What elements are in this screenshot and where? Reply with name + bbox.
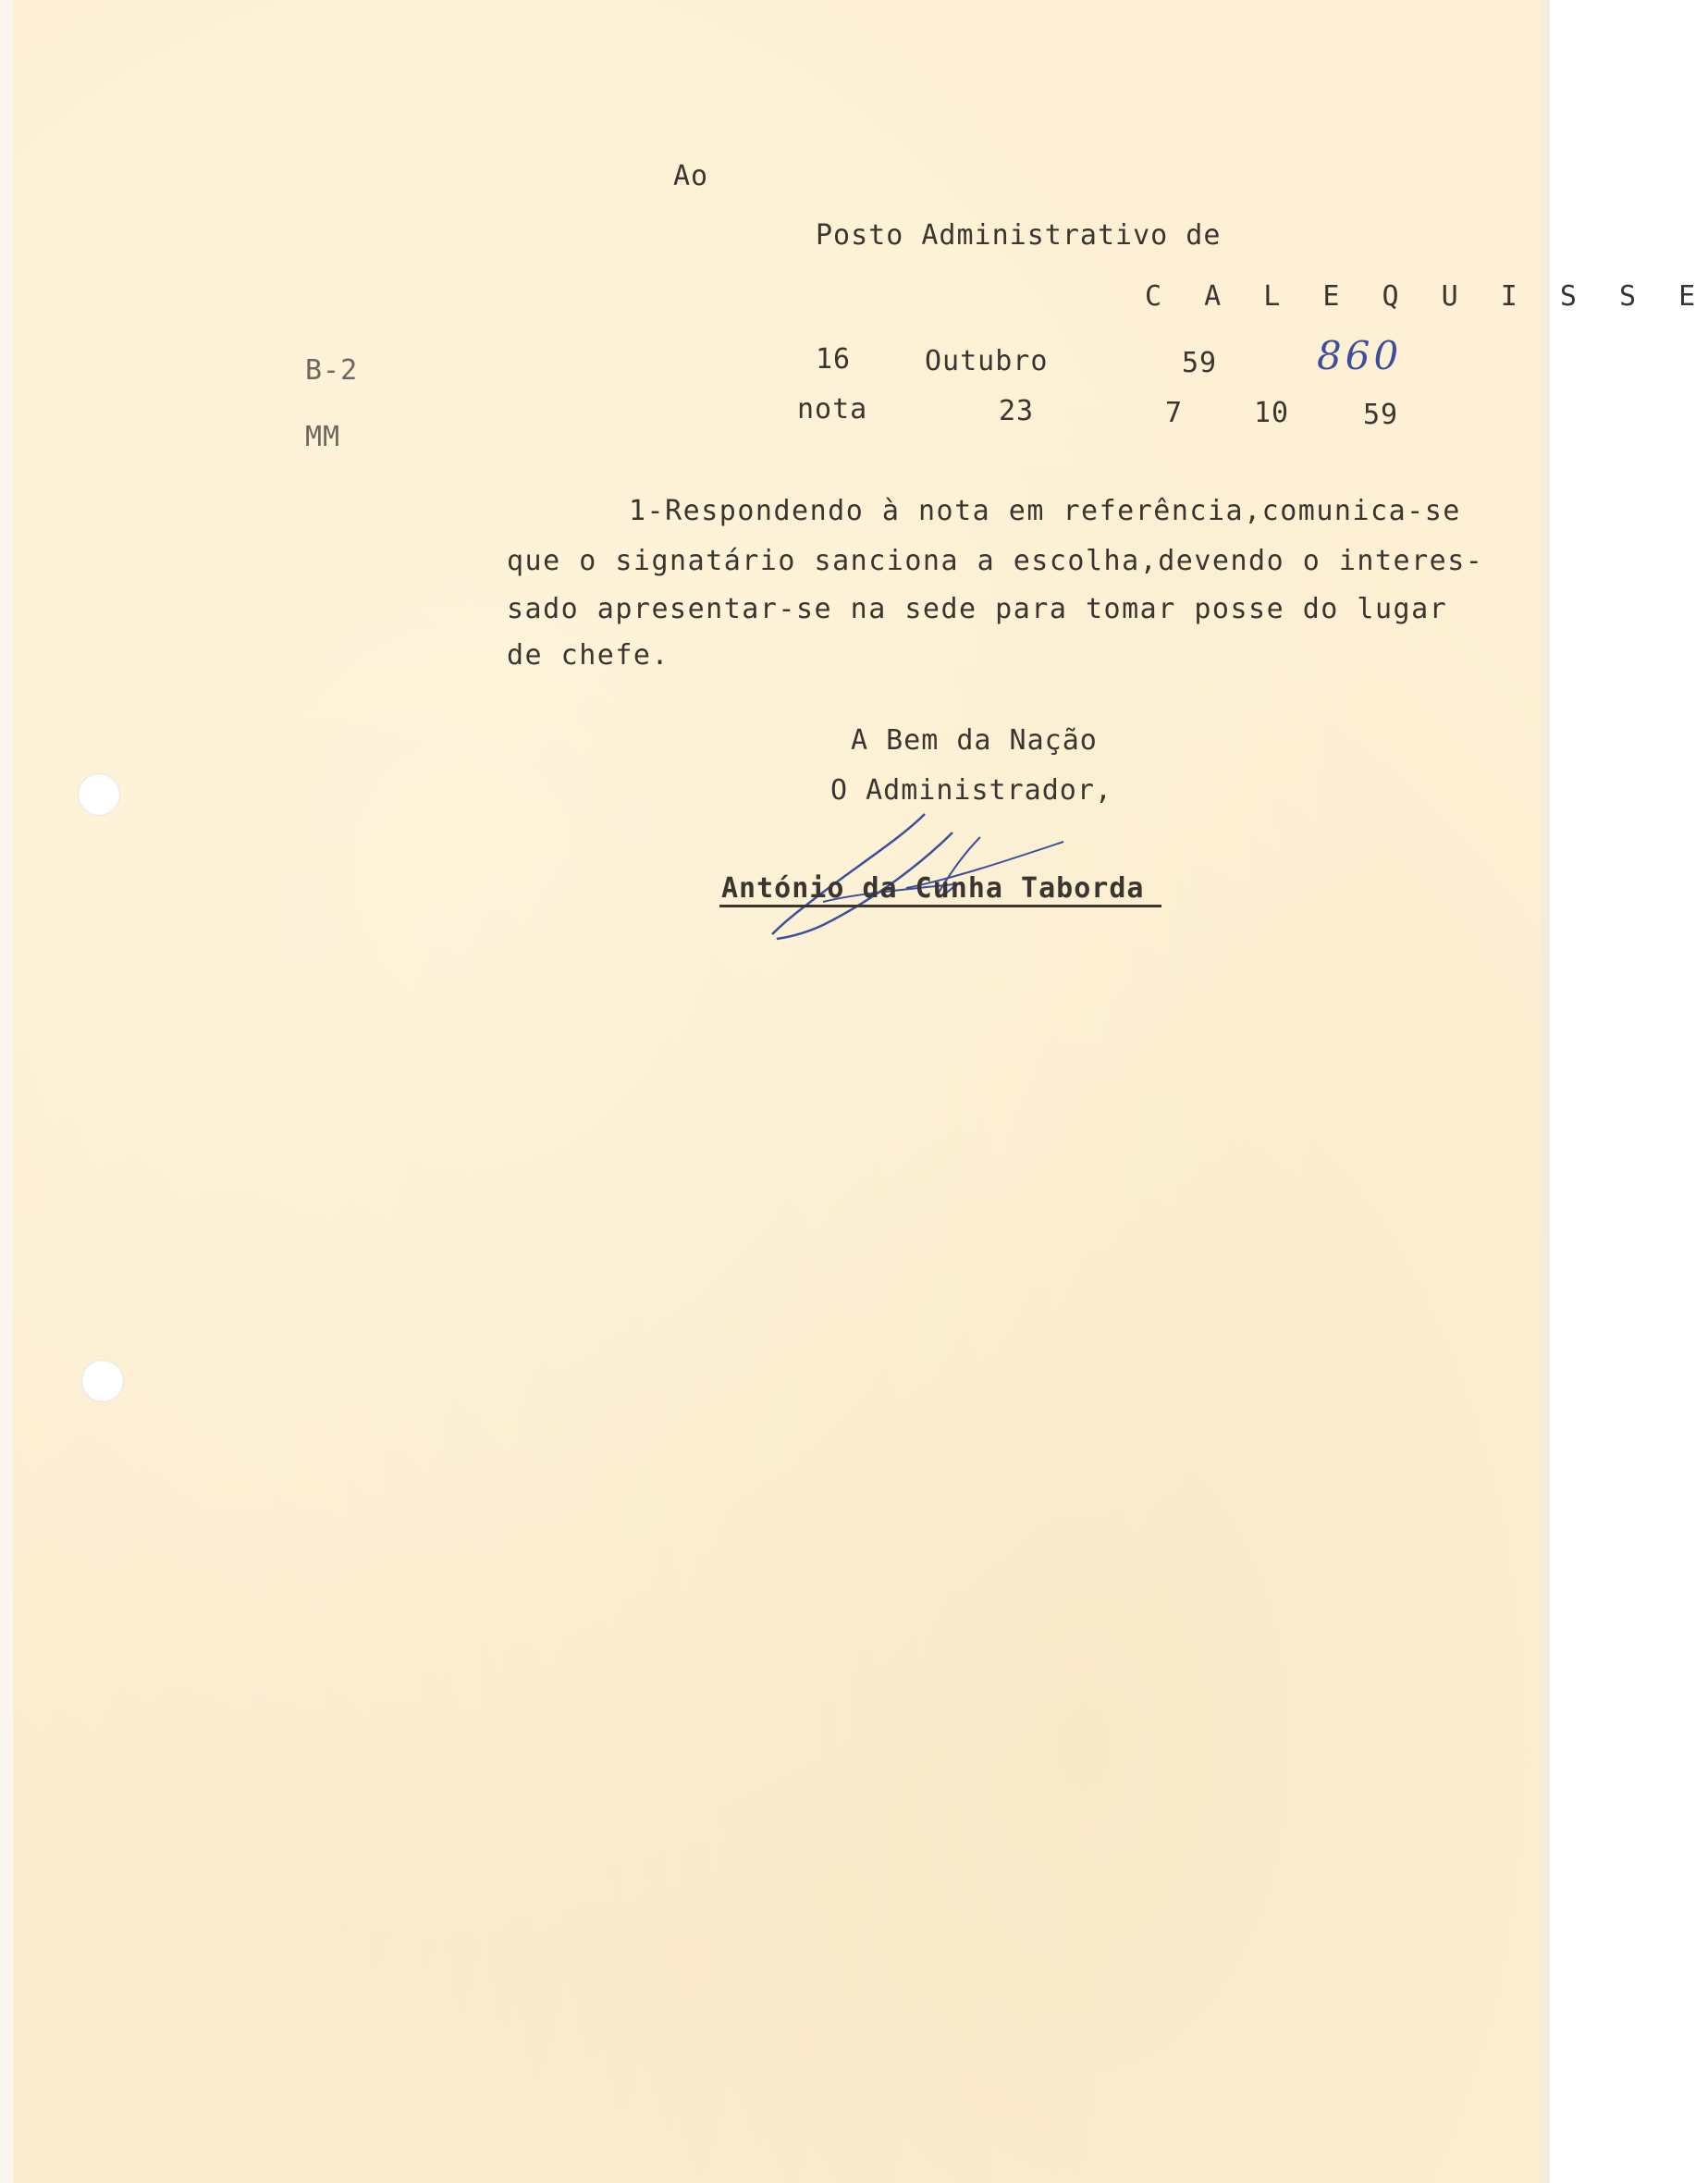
- punch-hole-bottom: [81, 1360, 124, 1402]
- note-number: 23: [999, 395, 1035, 427]
- reference-code: B-2: [305, 354, 359, 387]
- recipient: Posto Administrativo de: [816, 219, 1222, 252]
- closing-title: O Administrador,: [830, 774, 1112, 807]
- recipient-place: C A L E Q U I S S E: [1145, 280, 1708, 313]
- signature-underline: [719, 905, 1161, 907]
- body-line: sado apresentar-se na sede para tomar posse do lugar: [507, 593, 1448, 625]
- note-label: nota: [797, 393, 868, 426]
- reference-day: 16: [816, 343, 852, 376]
- note-month: 10: [1254, 397, 1290, 429]
- punch-hole-top: [78, 773, 120, 816]
- reference-month: Outubro: [925, 345, 1049, 377]
- handwritten-number: 860: [1317, 333, 1403, 378]
- body-line: de chefe.: [507, 639, 670, 672]
- note-day: 7: [1165, 397, 1184, 429]
- closing-salutation: A Bem da Nação: [851, 724, 1098, 757]
- body-line: 1-Respondendo à nota em referência,comunica-se: [629, 495, 1461, 527]
- body-line: que o signatário sanciona a escolha,devendo o interes-: [507, 545, 1484, 577]
- reference-year: 59: [1182, 347, 1218, 379]
- signatory-name: António da Cunha Taborda: [721, 872, 1145, 905]
- salutation: Ao: [673, 160, 709, 192]
- reference-initials: MM: [305, 421, 341, 453]
- note-year: 59: [1363, 399, 1399, 431]
